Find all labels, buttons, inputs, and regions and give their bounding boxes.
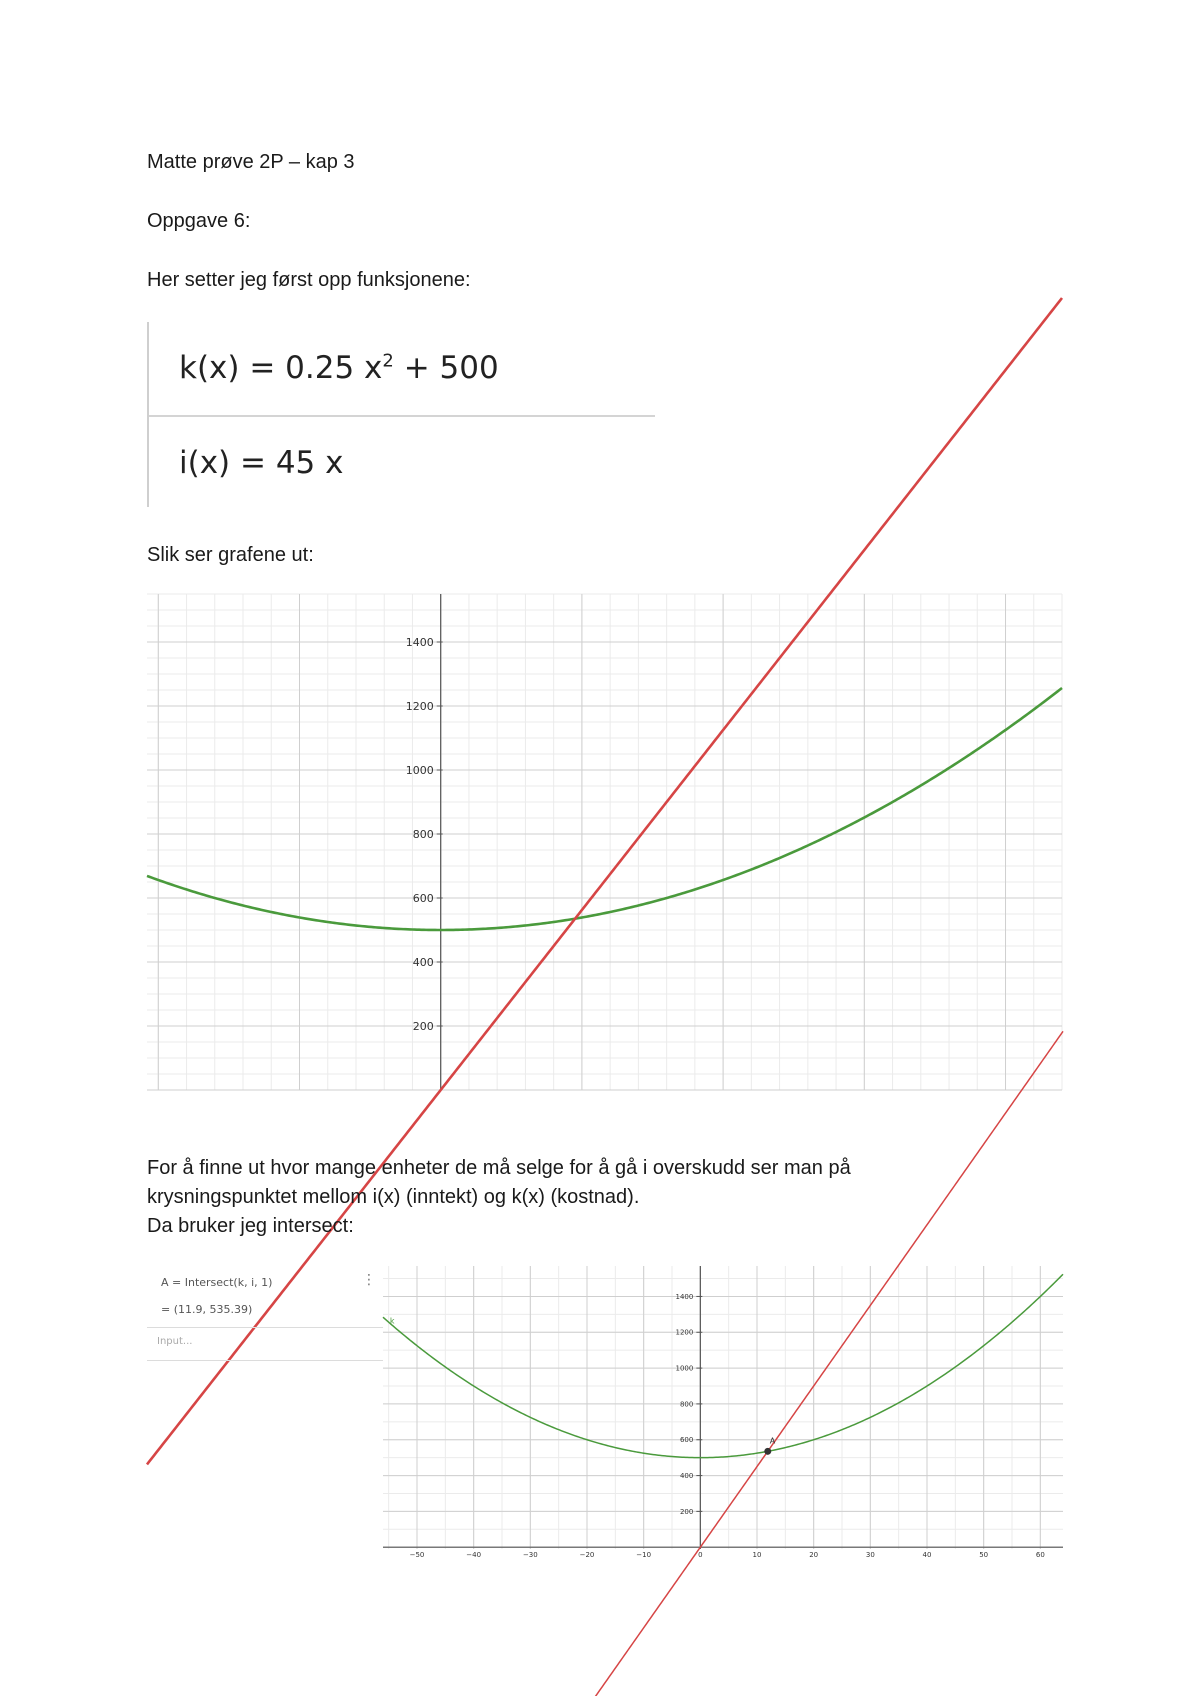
- cost-function-prefix: k(x) = 0.25 x: [179, 350, 383, 386]
- intro-text: Her setter jeg først opp funksjonene:: [147, 269, 471, 291]
- explain-line-1: For å finne ut hvor mange enheter de må selge for å gå i overskudd ser man på: [147, 1157, 851, 1179]
- algebra-bottom-divider: [147, 1360, 383, 1361]
- function-definitions: [147, 322, 657, 507]
- y-tick-label: 800: [679, 1400, 694, 1409]
- income-function-row: [149, 415, 655, 509]
- algebra-view: [147, 1265, 383, 1362]
- cost-curve-k: [383, 1274, 1063, 1457]
- y-tick-label: 400: [679, 1472, 694, 1481]
- x-tick-label: 60: [1035, 1551, 1045, 1560]
- explain-line-2: krysningspunktet mellom i(x) (inntekt) og k(x) (kostnad).: [147, 1186, 640, 1208]
- y-tick-label: 600: [412, 891, 434, 905]
- y-tick-label: 1200: [405, 699, 434, 713]
- task-heading: Oppgave 6:: [147, 210, 251, 232]
- x-tick-label: −50: [409, 1551, 425, 1560]
- y-tick-label: 1000: [675, 1364, 694, 1373]
- y-tick-label: 1400: [675, 1292, 694, 1301]
- x-tick-label: 40: [922, 1551, 932, 1560]
- y-tick-label: 400: [412, 955, 434, 969]
- intersection-point-label: A: [769, 1436, 776, 1446]
- income-function: i(x) = 45 x: [179, 445, 344, 481]
- document-title: Matte prøve 2P – kap 3: [147, 151, 355, 173]
- x-tick-label: 20: [809, 1551, 819, 1560]
- cost-function: [179, 350, 499, 386]
- series-label-k: k: [389, 1316, 395, 1326]
- x-tick-label: −20: [579, 1551, 595, 1560]
- y-tick-label: 1400: [405, 635, 434, 649]
- y-tick-label: 600: [679, 1436, 694, 1445]
- x-tick-label: −30: [522, 1551, 538, 1560]
- x-tick-label: −40: [466, 1551, 482, 1560]
- cost-function-suffix: + 500: [393, 350, 499, 386]
- graph-intersect: [383, 1266, 1063, 1560]
- y-tick-label: 1000: [405, 763, 434, 777]
- y-tick-label: 1200: [675, 1328, 694, 1337]
- input-bar[interactable]: Input...: [157, 1336, 193, 1347]
- x-tick-label: 50: [979, 1551, 989, 1560]
- x-tick-label: −10: [636, 1551, 652, 1560]
- y-tick-label: 200: [679, 1507, 694, 1516]
- explain-line-3: Da bruker jeg intersect:: [147, 1215, 354, 1237]
- graph-functions: [147, 594, 1062, 1090]
- cost-function-row: [149, 322, 655, 414]
- x-tick-label: 0: [698, 1551, 703, 1560]
- more-options-icon[interactable]: ⋮: [362, 1272, 376, 1288]
- x-tick-label: 30: [865, 1551, 875, 1560]
- intersection-point-A: [764, 1448, 771, 1455]
- y-tick-label: 200: [412, 1019, 434, 1033]
- y-tick-label: 800: [412, 827, 434, 841]
- x-tick-label: 10: [752, 1551, 762, 1560]
- graphs-intro-text: Slik ser grafene ut:: [147, 544, 314, 566]
- algebra-divider: [147, 1327, 383, 1328]
- cost-curve-k: [147, 688, 1062, 930]
- algebra-result: = (11.9, 535.39): [161, 1303, 253, 1316]
- algebra-command[interactable]: A = Intersect(k, i, 1): [161, 1276, 273, 1289]
- cost-function-exponent: 2: [382, 350, 394, 372]
